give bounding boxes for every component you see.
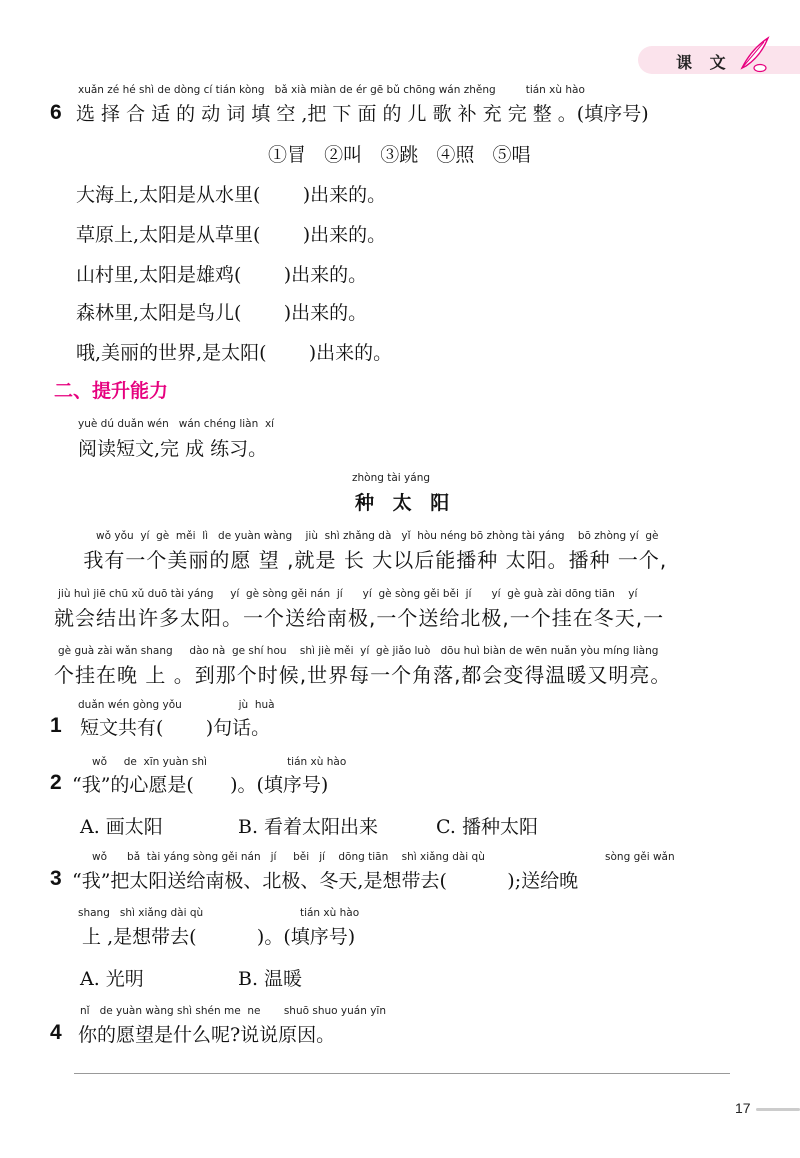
q6-line-3: 山村里,太阳是雄鸡( )出来的。 <box>76 264 368 286</box>
q4-pinyin: nǐ de yuàn wàng shì shén me ne shuō shuo yuán yīn <box>80 1005 386 1017</box>
q2-number: 2 <box>50 771 62 794</box>
q6-line-4: 森林里,太阳是鸟儿( )出来的。 <box>76 302 368 324</box>
story-line-3-pinyin: gè guà zài wǎn shang dào nà ge shí hou shì jiè měi yí gè jiǎo luò dōu huì biàn de wēn nuǎn yòu míng liàng <box>58 645 659 657</box>
answer-rule-line <box>74 1073 730 1074</box>
q1-number: 1 <box>50 714 62 737</box>
intro-pinyin: yuè dú duǎn wén wán chéng liàn xí <box>78 418 275 430</box>
story-line-1: 我有一个美丽的愿 望 ,就是 长 大以后能播种 太阳。播种 一个, <box>54 548 668 572</box>
q3-text: “我”把太阳送给南极、北极、冬天,是想带去( );送给晚 <box>72 870 579 892</box>
q6-pinyin: xuǎn zé hé shì de dòng cí tián kòng bǎ xià miàn de ér gē bǔ chōng wán zhěng tián xù hào <box>78 84 585 96</box>
section-heading: 二、提升能力 <box>54 380 169 402</box>
q6-line-1: 大海上,太阳是从水里( )出来的。 <box>76 184 387 206</box>
section-label: 课 文 <box>676 53 732 72</box>
q4-text: 你的愿望是什么呢?说说原因。 <box>78 1024 336 1046</box>
page-number: 17 <box>735 1100 751 1116</box>
q3-choice-b: B. 温暖 <box>238 968 303 990</box>
q3-pinyin: wǒ bǎ tài yáng sòng gěi nán jí běi jí dōng tiān shì xiǎng dài qù sòng gěi wǎn <box>92 851 675 863</box>
q3-number: 3 <box>50 867 62 890</box>
q2-text: “我”的心愿是( )。(填序号) <box>72 774 329 796</box>
q2-choice-a: A. 画太阳 <box>80 816 163 838</box>
q4-number: 4 <box>50 1021 62 1044</box>
q2-choice-c: C. 播种太阳 <box>436 816 538 838</box>
q3-pinyin-2: shang shì xiǎng dài qù tián xù hào <box>78 907 360 919</box>
story-line-2-pinyin: jiù huì jiē chū xǔ duō tài yáng yí gè sòng gěi nán jí yí gè sòng gěi běi jí yí gè guà zài dōng tiān yí <box>58 588 638 600</box>
q6-number: 6 <box>50 101 62 124</box>
story-line-1-pinyin: wǒ yǒu yí gè měi lì de yuàn wàng jiù shì zhǎng dà yǐ hòu néng bō zhòng tài yáng bō zhòng yí gè <box>96 530 659 542</box>
q6-prompt: 选 择 合 适 的 动 词 填 空 ,把 下 面 的 儿 歌 补 充 完 整 。(填序号) <box>76 103 649 125</box>
feather-quill-icon <box>734 34 774 74</box>
q6-line-2: 草原上,太阳是从草里( )出来的。 <box>76 224 387 246</box>
q2-choice-b: B. 看着太阳出来 <box>238 816 379 838</box>
story-title: 种 太 阳 <box>355 492 456 514</box>
q6-line-5: 哦,美丽的世界,是太阳( )出来的。 <box>76 342 393 364</box>
story-line-2: 就会结出许多太阳。一个送给南极,一个送给北极,一个挂在冬天,一 <box>54 606 665 630</box>
page-number-decoration <box>756 1108 800 1111</box>
q3-text-2: 上 ,是想带去( )。(填序号) <box>76 926 356 948</box>
intro-text: 阅读短文,完 成 练习。 <box>78 438 268 460</box>
q1-text: 短文共有( )句话。 <box>80 717 271 739</box>
story-title-pinyin: zhòng tài yáng <box>352 472 431 484</box>
q3-choice-a: A. 光明 <box>80 968 144 990</box>
q2-pinyin: wǒ de xīn yuàn shì tián xù hào <box>92 756 347 768</box>
section-tab <box>638 46 800 74</box>
q1-pinyin: duǎn wén gòng yǒu jù huà <box>78 699 275 711</box>
story-line-3: 个挂在晚 上 。到那个时候,世界每一个角落,都会变得温暖又明亮。 <box>54 663 672 687</box>
q6-options: ①冒 ②叫 ③跳 ④照 ⑤唱 <box>268 144 531 166</box>
